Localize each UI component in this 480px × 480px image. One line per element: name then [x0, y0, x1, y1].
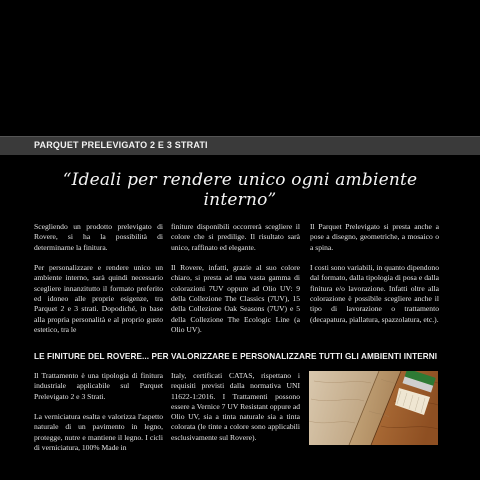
wood-finish-photo: [309, 371, 438, 445]
finishes-column-1: [34, 371, 163, 464]
paragraph: Il Trattamento è una tipologia di finitura industriale applicabile sul Parquet Prelevigato 2 e 3 Strati.: [34, 371, 163, 401]
section-banner: [0, 136, 480, 155]
intro-column-1: [34, 222, 163, 346]
paragraph: La verniciatura esalta e valorizza l'aspetto naturale di un pavimento in legno, protegge, nutre e mantiene il legno. I cicli di verniciatura, 100% Made in: [34, 412, 163, 453]
banner-title: PARQUET PRELEVIGATO 2 E 3 STRATI: [34, 140, 208, 150]
finishes-column-2: [171, 371, 300, 453]
paragraph: Per personalizzare e rendere unico un ambiente interno, sarà quindi necessario scegliere innanzitutto il formato preferito ed idoneo alle proprie esigenze, tra Parquet 2 e 3 strati. Dopodiché, in base alla propria personalità e al proprio gusto estetico, tra le: [34, 263, 163, 334]
intro-column-3: [310, 222, 439, 335]
section-heading: LE FINITURE DEL ROVERE... PER VALORIZZARE E PERSONALIZZARE TUTTI GLI AMBIENTI INTERNI: [34, 352, 438, 361]
paragraph: Scegliendo un prodotto prelevigato di Rovere, si ha la possibilità di determinarne la finitura.: [34, 222, 163, 252]
intro-column-2: [171, 222, 300, 346]
tagline-quote: “Ideali per rendere unico ogni ambiente interno”: [62, 170, 418, 210]
paragraph: I costi sono variabili, in quanto dipendono dal formato, dalla tipologia di posa e dalla finitura e/o lavorazione. Infatti oltre alla colorazione è possibile scegliere anche il tipo di lavorazione o trattamento (decapatura, piallatura, spazzolatura, etc.).: [310, 263, 439, 324]
paragraph: Il Parquet Prelevigato si presta anche a pose a disegno, geometriche, a mosaico o a spina.: [310, 222, 439, 252]
paragraph: Il Rovere, infatti, grazie al suo colore chiaro, si presta ad una vasta gamma di colorazioni 7UV oppure ad Olio UV: 9 della Collezione The Classics (7UV), 15 della Collezione Oak Seasons (7UV) e 5 della Collezione The Ecologic Line (a Olio UV).: [171, 263, 300, 334]
paragraph: Italy, certificati CATAS, rispettano i requisiti previsti dalla normativa UNI 11622-1:2016. I Trattamenti possono essere a Vernice 7 UV Resistant oppure ad Olio UV, sia a tinta naturale sia a tinta colorata (le tinte a colore sono applicabili esclusivamente sul Rovere).: [171, 371, 300, 442]
wood-planks-brush-illustration: [309, 371, 438, 445]
paragraph: finiture disponibili occorrerà scegliere il colore che si predilige. Il risultato sarà unico, raffinato ed elegante.: [171, 222, 300, 252]
